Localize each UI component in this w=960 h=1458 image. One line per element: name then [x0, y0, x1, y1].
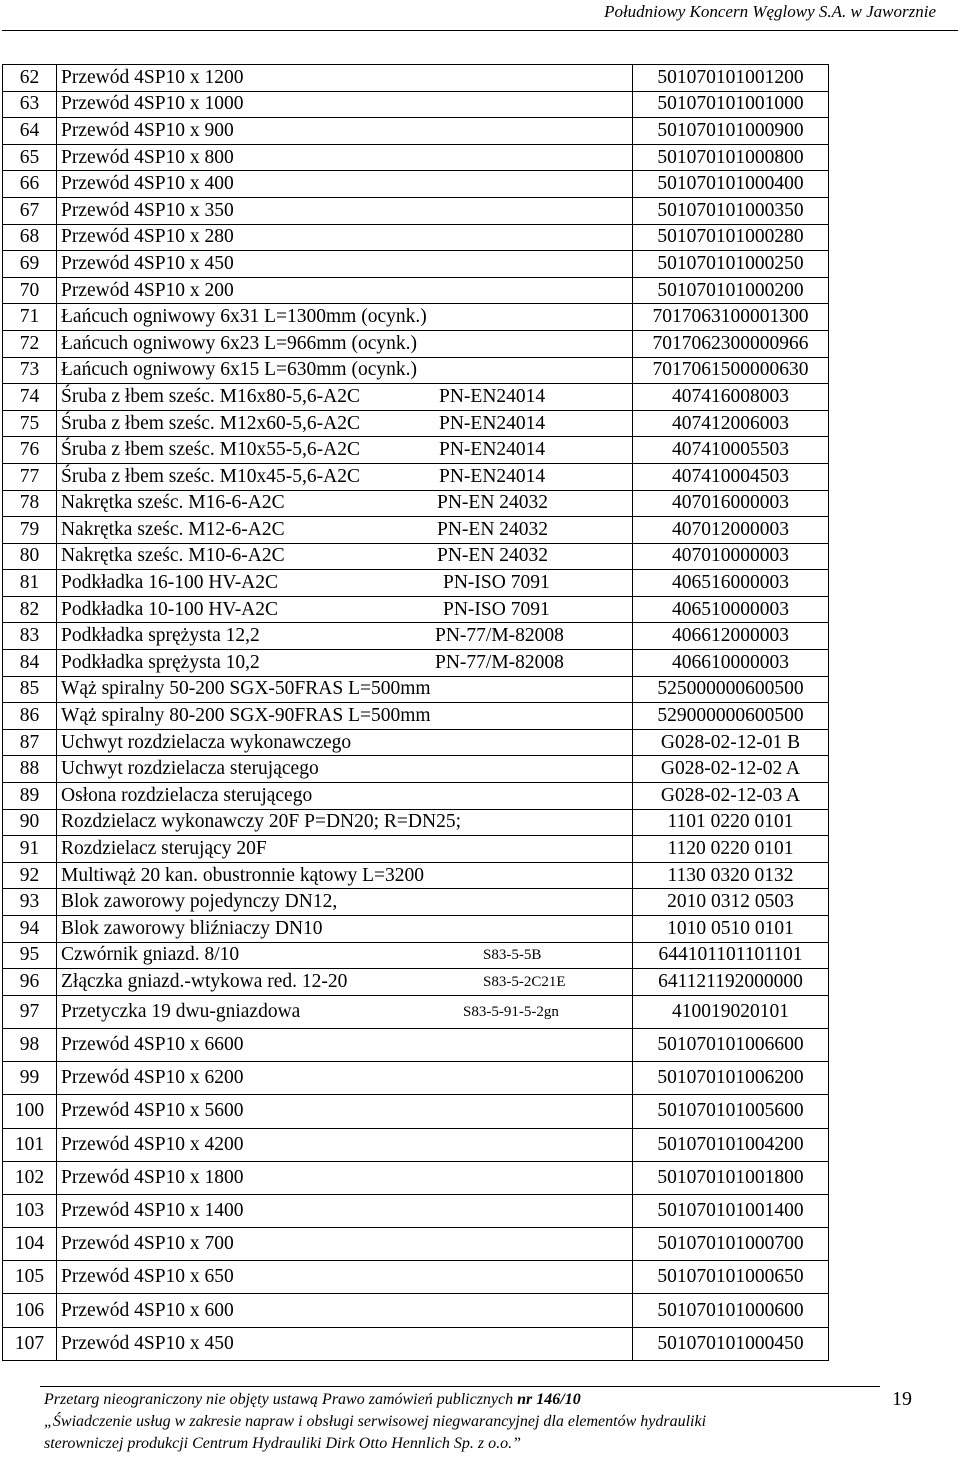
description-cell [57, 1028, 633, 1061]
item-code-cell: 501070101001400 [633, 1194, 829, 1227]
description-cell [57, 1161, 633, 1194]
item-code-cell: 1010 0510 0101 [633, 916, 829, 943]
table-row [3, 277, 829, 304]
item-code-cell: 641121192000000 [633, 969, 829, 996]
item-name: Przewód 4SP10 x 4200 [61, 1133, 244, 1155]
item-name: Łańcuch ogniwowy 6x15 L=630mm (ocynk.) [61, 359, 417, 381]
item-code-cell: 501070101000900 [633, 118, 829, 145]
table-row [3, 304, 829, 331]
description-cell [57, 517, 633, 544]
row-number-cell: 69 [3, 251, 57, 278]
description-cell [57, 995, 633, 1028]
item-name: Przewód 4SP10 x 6200 [61, 1067, 244, 1089]
row-number-cell: 91 [3, 836, 57, 863]
table-row [3, 517, 829, 544]
description-cell [57, 756, 633, 783]
item-code-cell: 407010000003 [633, 543, 829, 570]
description-cell [57, 91, 633, 118]
table-row [3, 596, 829, 623]
item-name: Przewód 4SP10 x 700 [61, 1233, 234, 1255]
row-number-cell: 81 [3, 570, 57, 597]
row-number-cell: 66 [3, 171, 57, 198]
row-number-cell: 92 [3, 862, 57, 889]
item-code-cell: 1120 0220 0101 [633, 836, 829, 863]
row-number-cell: 65 [3, 144, 57, 171]
item-code-cell: 7017061500000630 [633, 357, 829, 384]
item-name: Blok zaworowy pojedynczy DN12, [61, 891, 338, 913]
item-code-cell: 501070101004200 [633, 1128, 829, 1161]
table-row [3, 809, 829, 836]
row-number-cell: 89 [3, 783, 57, 810]
item-name: Śruba z łbem sześc. M12x60-5,6-A2C [61, 412, 360, 434]
description-cell [57, 942, 633, 969]
row-number-cell: 80 [3, 543, 57, 570]
item-name: Nakrętka sześc. M16-6-A2C [61, 492, 285, 514]
description-cell [57, 809, 633, 836]
page-footer [44, 1389, 874, 1455]
row-number-cell: 71 [3, 304, 57, 331]
description-cell [57, 118, 633, 145]
description-cell [57, 1294, 633, 1327]
description-cell [57, 224, 633, 251]
item-standard: PN-EN 24032 [437, 492, 549, 514]
row-number-cell: 107 [3, 1327, 57, 1360]
item-name: Przewód 4SP10 x 900 [61, 119, 234, 141]
table-row [3, 251, 829, 278]
table-row [3, 942, 829, 969]
item-name: Przewód 4SP10 x 450 [61, 1332, 234, 1354]
row-number-cell: 101 [3, 1128, 57, 1161]
table-row [3, 65, 829, 92]
description-cell [57, 969, 633, 996]
description-cell [57, 650, 633, 677]
table-row [3, 889, 829, 916]
table-row [3, 1327, 829, 1360]
item-code-cell: 529000000600500 [633, 703, 829, 730]
item-code-cell: 7017063100001300 [633, 304, 829, 331]
item-standard: PN-ISO 7091 [443, 572, 550, 594]
item-name: Czwórnik gniazd. 8/10 [61, 944, 240, 966]
item-code-cell: 1101 0220 0101 [633, 809, 829, 836]
row-number-cell: 83 [3, 623, 57, 650]
item-name: Przewód 4SP10 x 6600 [61, 1034, 244, 1056]
item-name: Nakrętka sześc. M12-6-A2C [61, 518, 285, 540]
description-cell [57, 1327, 633, 1360]
item-standard: PN-EN24014 [439, 412, 546, 434]
item-name: Złączka gniazd.-wtykowa red. 12-20 [61, 970, 348, 992]
item-code-cell: 407410005503 [633, 437, 829, 464]
item-code-cell: G028-02-12-02 A [633, 756, 829, 783]
row-number-cell: 70 [3, 277, 57, 304]
description-cell [57, 357, 633, 384]
description-cell [57, 144, 633, 171]
item-standard: PN-EN 24032 [437, 545, 549, 567]
item-name: Uchwyt rozdzielacza sterującego [61, 758, 319, 780]
description-cell [57, 490, 633, 517]
item-name: Multiwąż 20 kan. obustronnie kątowy L=3200 [61, 864, 425, 886]
row-number-cell: 93 [3, 889, 57, 916]
row-number-cell: 79 [3, 517, 57, 544]
row-number-cell: 73 [3, 357, 57, 384]
table-row [3, 1228, 829, 1261]
description-cell [57, 384, 633, 411]
description-cell [57, 65, 633, 92]
table-row [3, 490, 829, 517]
description-cell [57, 783, 633, 810]
row-number-cell: 76 [3, 437, 57, 464]
item-name: Podkładka sprężysta 12,2 [61, 625, 260, 647]
items-table-body [3, 65, 829, 1361]
item-name: Przewód 4SP10 x 1400 [61, 1200, 244, 1221]
item-code-cell: 501070101000600 [633, 1294, 829, 1327]
footer-tender-number: nr 146/10 [517, 1391, 581, 1408]
item-code-cell: 406510000003 [633, 596, 829, 623]
description-cell [57, 463, 633, 490]
item-standard: S83-5-91-5-2gn [463, 1003, 559, 1020]
footer-line-1 [44, 1389, 874, 1411]
row-number-cell: 105 [3, 1261, 57, 1294]
item-name: Przewód 4SP10 x 1800 [61, 1166, 244, 1188]
item-code-cell: 501070101001000 [633, 91, 829, 118]
row-number-cell: 82 [3, 596, 57, 623]
item-name: Wąż spiralny 80-200 SGX-90FRAS L=500mm [61, 705, 431, 727]
table-row [3, 1095, 829, 1128]
item-name: Przewód 4SP10 x 350 [61, 199, 234, 221]
description-cell [57, 1194, 633, 1227]
page-header-company: Południowy Koncern Węglowy S.A. w Jaworznie [604, 2, 936, 21]
table-row [3, 437, 829, 464]
table-row [3, 1028, 829, 1061]
table-row [3, 463, 829, 490]
page-number: 19 [892, 1388, 912, 1410]
item-code-cell: 406610000003 [633, 650, 829, 677]
item-code-cell: 407416008003 [633, 384, 829, 411]
item-name: Przewód 4SP10 x 1200 [61, 66, 244, 88]
description-cell [57, 623, 633, 650]
row-number-cell: 74 [3, 384, 57, 411]
item-name: Uchwyt rozdzielacza wykonawczego [61, 731, 352, 753]
table-row [3, 224, 829, 251]
item-code-cell: 7017062300000966 [633, 330, 829, 357]
row-number-cell: 75 [3, 410, 57, 437]
item-code-cell: 406612000003 [633, 623, 829, 650]
description-cell [57, 251, 633, 278]
item-code-cell: 501070101001800 [633, 1161, 829, 1194]
row-number-cell: 85 [3, 676, 57, 703]
table-row [3, 410, 829, 437]
item-name: Śruba z łbem sześc. M10x45-5,6-A2C [61, 465, 360, 487]
item-name: Przetyczka 19 dwu-gniazdowa [61, 1000, 301, 1022]
item-name: Łańcuch ogniwowy 6x23 L=966mm (ocynk.) [61, 332, 417, 354]
row-number-cell: 100 [3, 1095, 57, 1128]
table-row [3, 916, 829, 943]
row-number-cell: 86 [3, 703, 57, 730]
row-number-cell: 103 [3, 1194, 57, 1227]
item-name: Rozdzielacz sterujący 20F [61, 838, 267, 860]
item-code-cell: 501070101001200 [633, 65, 829, 92]
row-number-cell: 68 [3, 224, 57, 251]
item-standard: PN-77/M-82008 [435, 625, 564, 647]
row-number-cell: 88 [3, 756, 57, 783]
table-row [3, 1194, 829, 1227]
description-cell [57, 570, 633, 597]
item-code-cell: 406516000003 [633, 570, 829, 597]
item-code-cell: 501070101000700 [633, 1228, 829, 1261]
table-row [3, 144, 829, 171]
item-name: Przewód 4SP10 x 200 [61, 279, 234, 301]
table-row [3, 729, 829, 756]
row-number-cell: 96 [3, 969, 57, 996]
table-row [3, 623, 829, 650]
row-number-cell: 72 [3, 330, 57, 357]
item-standard: PN-EN 24032 [437, 518, 549, 540]
item-name: Podkładka 16-100 HV-A2C [61, 572, 279, 594]
table-row [3, 1261, 829, 1294]
row-number-cell: 90 [3, 809, 57, 836]
description-cell [57, 1062, 633, 1095]
item-code-cell: 1130 0320 0132 [633, 862, 829, 889]
item-name: Blok zaworowy bliźniaczy DN10 [61, 917, 323, 939]
description-cell [57, 916, 633, 943]
description-cell [57, 1128, 633, 1161]
item-name: Przewód 4SP10 x 280 [61, 226, 234, 248]
item-standard: S83-5-5B [483, 947, 542, 964]
row-number-cell: 64 [3, 118, 57, 145]
description-cell [57, 596, 633, 623]
item-name: Osłona rozdzielacza sterującego [61, 784, 313, 806]
table-row [3, 197, 829, 224]
description-cell [57, 304, 633, 331]
items-table [2, 64, 829, 1361]
header-divider [2, 30, 958, 31]
item-name: Przewód 4SP10 x 600 [61, 1299, 234, 1321]
item-name: Przewód 4SP10 x 5600 [61, 1100, 244, 1122]
description-cell [57, 676, 633, 703]
description-cell [57, 703, 633, 730]
row-number-cell: 62 [3, 65, 57, 92]
item-code-cell: 501070101000800 [633, 144, 829, 171]
item-code-cell: 501070101000400 [633, 171, 829, 198]
row-number-cell: 67 [3, 197, 57, 224]
table-row [3, 783, 829, 810]
description-cell [57, 1095, 633, 1128]
item-name: Łańcuch ogniwowy 6x31 L=1300mm (ocynk.) [61, 306, 427, 328]
item-code-cell: 407016000003 [633, 490, 829, 517]
table-row [3, 91, 829, 118]
description-cell [57, 330, 633, 357]
row-number-cell: 84 [3, 650, 57, 677]
item-name: Nakrętka sześc. M10-6-A2C [61, 545, 285, 567]
row-number-cell: 95 [3, 942, 57, 969]
item-name: Podkładka sprężysta 10,2 [61, 651, 260, 673]
item-code-cell: 407410004503 [633, 463, 829, 490]
row-number-cell: 94 [3, 916, 57, 943]
item-code-cell: 644101101101101 [633, 942, 829, 969]
description-cell [57, 862, 633, 889]
item-name: Przewód 4SP10 x 800 [61, 146, 234, 168]
item-code-cell: 501070101000650 [633, 1261, 829, 1294]
item-standard: PN-77/M-82008 [435, 651, 564, 673]
table-row [3, 995, 829, 1028]
item-name: Przewód 4SP10 x 400 [61, 173, 234, 195]
table-row [3, 384, 829, 411]
row-number-cell: 102 [3, 1161, 57, 1194]
item-code-cell: 2010 0312 0503 [633, 889, 829, 916]
row-number-cell: 77 [3, 463, 57, 490]
table-row [3, 330, 829, 357]
item-code-cell: 501070101000280 [633, 224, 829, 251]
item-name: Wąż spiralny 50-200 SGX-50FRAS L=500mm [61, 678, 431, 700]
item-name: Przewód 4SP10 x 450 [61, 252, 234, 274]
table-row [3, 650, 829, 677]
item-code-cell: 410019020101 [633, 995, 829, 1028]
table-row [3, 118, 829, 145]
table-row [3, 676, 829, 703]
table-row [3, 570, 829, 597]
item-standard: PN-EN24014 [439, 439, 546, 461]
item-name: Śruba z łbem sześc. M16x80-5,6-A2C [61, 385, 360, 407]
description-cell [57, 410, 633, 437]
item-code-cell: 407412006003 [633, 410, 829, 437]
table-row [3, 862, 829, 889]
footer-line-3: sterowniczej produkcji Centrum Hydrauliki Dirk Otto Hennlich Sp. z o.o.” [44, 1435, 521, 1452]
row-number-cell: 99 [3, 1062, 57, 1095]
item-code-cell: 501070101000350 [633, 197, 829, 224]
description-cell [57, 197, 633, 224]
item-standard: S83-5-2C21E [483, 973, 566, 990]
description-cell [57, 836, 633, 863]
table-row [3, 1161, 829, 1194]
item-code-cell: G028-02-12-03 A [633, 783, 829, 810]
row-number-cell: 87 [3, 729, 57, 756]
footer-line-2: „Świadczenie usług w zakresie napraw i obsługi serwisowej niegwarancyjnej dla elementów hydrauliki [44, 1413, 707, 1430]
table-row [3, 703, 829, 730]
description-cell [57, 171, 633, 198]
description-cell [57, 277, 633, 304]
table-row [3, 357, 829, 384]
item-standard: PN-ISO 7091 [443, 598, 550, 620]
description-cell [57, 437, 633, 464]
item-name: Rozdzielacz wykonawczy 20F P=DN20; R=DN25; [61, 811, 462, 833]
row-number-cell: 78 [3, 490, 57, 517]
row-number-cell: 63 [3, 91, 57, 118]
footer-divider [40, 1386, 880, 1387]
table-row [3, 756, 829, 783]
description-cell [57, 1228, 633, 1261]
table-row [3, 969, 829, 996]
item-code-cell: 501070101006200 [633, 1062, 829, 1095]
description-cell [57, 1261, 633, 1294]
table-row [3, 171, 829, 198]
row-number-cell: 106 [3, 1294, 57, 1327]
footer-tender-text: Przetarg nieograniczony nie objęty ustawą Prawo zamówień publicznych [44, 1391, 518, 1408]
description-cell [57, 543, 633, 570]
table-row [3, 1128, 829, 1161]
table-row [3, 1062, 829, 1095]
item-name: Podkładka 10-100 HV-A2C [61, 598, 279, 620]
item-code-cell: 501070101000450 [633, 1327, 829, 1360]
item-code-cell: 525000000600500 [633, 676, 829, 703]
item-code-cell: 501070101000250 [633, 251, 829, 278]
row-number-cell: 97 [3, 995, 57, 1028]
item-name: Śruba z łbem sześc. M10x55-5,6-A2C [61, 439, 360, 461]
item-code-cell: 501070101006600 [633, 1028, 829, 1061]
table-row [3, 836, 829, 863]
item-name: Przewód 4SP10 x 650 [61, 1266, 234, 1288]
table-row [3, 1294, 829, 1327]
row-number-cell: 104 [3, 1228, 57, 1261]
table-row [3, 543, 829, 570]
item-standard: PN-EN24014 [439, 385, 546, 407]
item-standard: PN-EN24014 [439, 465, 546, 487]
description-cell [57, 889, 633, 916]
item-code-cell: 407012000003 [633, 517, 829, 544]
item-name: Przewód 4SP10 x 1000 [61, 93, 244, 115]
row-number-cell: 98 [3, 1028, 57, 1061]
item-code-cell: 501070101000200 [633, 277, 829, 304]
description-cell [57, 729, 633, 756]
item-code-cell: G028-02-12-01 B [633, 729, 829, 756]
item-code-cell: 501070101005600 [633, 1095, 829, 1128]
